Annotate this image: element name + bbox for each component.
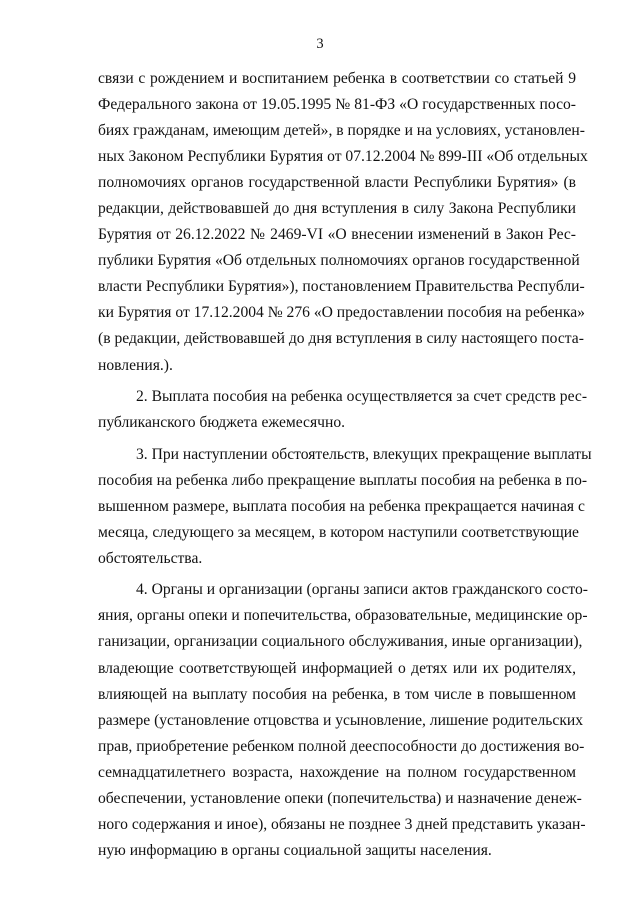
text-line: 2. Выплата пособия на ребенка осуществляется за счет средств рес- — [136, 388, 588, 406]
text-line: (в редакции, действовавшей до дня вступления в силу настоящего поста- — [98, 330, 584, 348]
text-line: публиканского бюджета ежемесячно. — [98, 414, 346, 432]
document-body — [98, 66, 592, 864]
text-line: ки Бурятия от 17.12.2004 № 276 «О предоставлении пособия на ребенка» — [98, 304, 585, 322]
text-line: Бурятия от 26.12.2022 № 2469-VI «О внесении изменений в Закон Рес- — [98, 226, 576, 244]
text-line: пособия на ребенка либо прекращение выплаты пособия на ребенка в по- — [98, 471, 588, 489]
text-line: связи с рождением и воспитанием ребенка в соответствии со статьей 9 — [98, 70, 576, 87]
text-line: влияющей на выплату пособия на ребенка, в том числе в повышенном — [98, 685, 576, 703]
paragraph — [98, 442, 592, 572]
text-line: власти Республики Бурятия»), постановлением Правительства Республи- — [98, 278, 585, 296]
text-line: полномочиях органов государственной власти Республики Бурятия» (в — [98, 174, 576, 192]
text-line: яния, органы опеки и попечительства, образовательные, медицинские ор- — [98, 607, 588, 625]
text-line: ного содержания и иное), обязаны не позднее 3 дней представить указан- — [98, 815, 586, 833]
text-line: семнадцатилетнего возраста, нахождение на полном государственном — [98, 763, 576, 781]
text-line: ганизации, организации социального обслуживания, иные организации), — [98, 633, 583, 651]
text-line: новления.). — [98, 356, 173, 374]
paragraph — [98, 66, 588, 379]
text-line: ную информацию в органы социальной защиты населения. — [98, 841, 492, 859]
text-line: владеющие соответствующей информацией о детях или их родителях, — [98, 659, 576, 677]
text-line: 3. При наступлении обстоятельств, влекущих прекращение выплаты — [136, 445, 592, 463]
paragraph — [98, 577, 588, 864]
text-line: обеспечении, установление опеки (попечительства) и назначение денеж- — [98, 789, 582, 807]
text-line: обстоятельства. — [98, 549, 203, 567]
text-line: прав, приобретение ребенком полной дееспособности до достижения во- — [98, 737, 585, 755]
text-line: вышенном размере, выплата пособия на ребенка прекращается начиная с — [98, 497, 585, 515]
text-line: редакции, действовавшей до дня вступления в силу Закона Республики — [98, 200, 576, 218]
paragraph — [98, 384, 588, 436]
text-line: публики Бурятия «Об отдельных полномочиях органов государственной — [98, 252, 580, 270]
text-line: размере (установление отцовства и усыновление, лишение родительских — [98, 711, 584, 729]
text-line: Федерального закона от 19.05.1995 № 81-ФЗ «О государственных посо- — [98, 96, 576, 114]
text-line: биях гражданам, имеющим детей», в порядке и на условиях, установлен- — [98, 122, 585, 140]
text-line: месяца, следующего за месяцем, в котором наступили соответствующие — [98, 523, 579, 541]
text-line: 4. Органы и организации (органы записи актов гражданского состо- — [136, 581, 588, 599]
text-line: ных Законом Республики Бурятия от 07.12.2004 № 899-III «Об отдельных — [98, 148, 588, 166]
page-number: 3 — [316, 36, 324, 52]
